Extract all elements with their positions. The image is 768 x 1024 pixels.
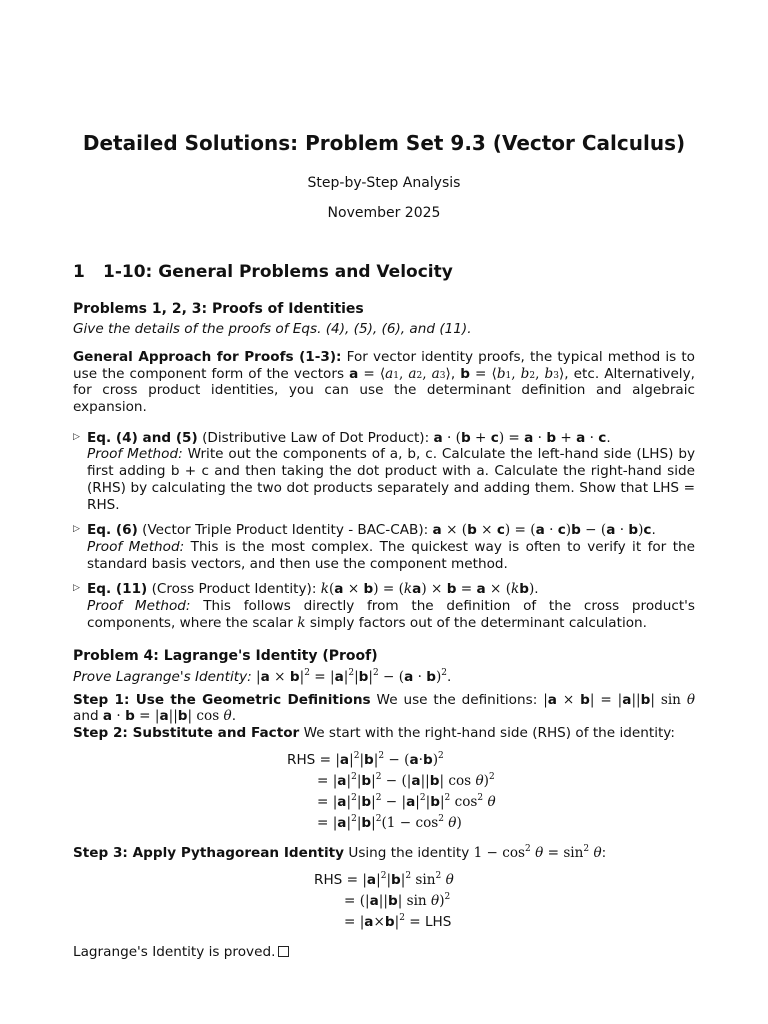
section-number: 1 xyxy=(73,262,85,282)
list-item-desc: (Distributive Law of Dot Product): xyxy=(202,429,430,446)
conclusion xyxy=(73,944,695,961)
triangle-bullet-icon: ▷ xyxy=(73,583,80,594)
equation-inline: k(a × b) = (ka) × b = a × (kb). xyxy=(320,581,539,598)
problem-prompt-1-3: Give the details of the proofs of Eqs. (4), (5), (6), and (11). xyxy=(73,321,472,338)
conclusion-text: Lagrange's Identity is proved. xyxy=(73,944,276,961)
step-1-and: and xyxy=(73,708,99,725)
step-1: Step 1: Use the Geometric Definitions We use the definitions: |a × b| = |a||b| sin θ and a · b = |a||b| cos θ. xyxy=(73,691,696,725)
triangle-bullet-icon: ▷ xyxy=(73,524,80,535)
list-item-label: Eq. (4) and (5) xyxy=(87,429,198,446)
qed-square-icon xyxy=(278,946,289,957)
lagrange-identity-equation: $|a \times b|^2 = |a|^2|b|^2 - (a \cdot b)^2$. xyxy=(256,667,452,685)
problem-prompt-4 xyxy=(73,668,695,686)
step-1-label: Step 1: Use the Geometric Definitions xyxy=(73,691,371,708)
proof-method-text: This follows directly from the definition of the cross product's components, where the scalar xyxy=(87,598,696,631)
rhs-label: RHS xyxy=(287,751,316,768)
list-item-desc: (Cross Product Identity): xyxy=(151,581,317,598)
rhs-label: RHS xyxy=(314,871,343,888)
equation-inline: a · (b + c) = a · b + a · c. xyxy=(433,429,611,446)
document-title: Detailed Solutions: Problem Set 9.3 (Vector Calculus) xyxy=(82,131,686,155)
equation-row: RHS = | a $|^2|$ b $|^2$ − ( a · b )$^2$ xyxy=(287,751,444,769)
equation-row: RHS = | a $|^2|$ b $|^2$ $\sin^2 \theta$ xyxy=(314,871,454,889)
step-3: Step 3: Apply Pythagorean Identity Using the identity $1 - \cos^2 \theta = \sin^2 \theta$: xyxy=(73,843,607,861)
list-item xyxy=(73,522,695,572)
equation-block-step-3 xyxy=(73,869,695,932)
list-item xyxy=(73,581,695,631)
proof-method-label: Proof Method: xyxy=(87,446,183,463)
problem-heading-1-3: Problems 1, 2, 3: Proofs of Identities xyxy=(73,300,364,317)
step-3-text: Using the identity xyxy=(348,844,470,861)
equation-row: = | a $|^2|$ b $|^2$ − (| a || b | cos θ)$^2$ xyxy=(317,772,495,790)
vector-component-notation: a = ⟨a1, a2, a3⟩, b = ⟨b1, b2, b3⟩ xyxy=(349,365,565,382)
step-2 xyxy=(73,725,695,742)
proof-method-text-2: simply factors out of the determinant calculation. xyxy=(309,614,647,631)
equation-row: = | a $|^2|$ b $|^2$ − | a $|^2|$ b $|^2$ $\cos^2 \theta$ xyxy=(317,793,496,811)
triangle-bullet-icon: ▷ xyxy=(73,431,80,442)
list-item xyxy=(73,430,695,514)
general-approach-text-1: For vector identity proofs, the typical method is to use the component form of the vectors xyxy=(73,348,695,382)
general-approach-label: General Approach for Proofs (1-3): xyxy=(73,348,342,365)
problem-heading-4: Problem 4: Lagrange's Identity (Proof) xyxy=(73,647,378,664)
document-date: November 2025 xyxy=(327,205,441,221)
equation-row: = | a × b $|^2$ = LHS xyxy=(344,913,452,931)
equation-inline: a × (b × c) = (a · c)b − (a · b)c. xyxy=(432,522,656,539)
general-approach-text-2: , etc. Alternatively, for cross product identities, you can use the determinant definition and algebraic expansion. xyxy=(73,365,695,415)
identity-list xyxy=(73,430,695,632)
step-2-label: Step 2: Substitute and Factor xyxy=(73,725,300,741)
equation-row: = (| a || b | sin θ)$^2$ xyxy=(344,892,451,910)
section-title: 1-10: General Problems and Velocity xyxy=(103,262,453,282)
lhs-label: LHS xyxy=(424,913,452,930)
proof-method-label: Proof Method: xyxy=(87,598,191,615)
list-item-label: Eq. (11) xyxy=(87,581,148,598)
step-1-text: We use the definitions: xyxy=(376,691,538,708)
document-subtitle: Step-by-Step Analysis xyxy=(307,175,461,191)
section-heading xyxy=(73,262,695,283)
general-approach-paragraph xyxy=(73,349,695,416)
proof-method-label: Proof Method: xyxy=(87,539,185,556)
proof-method-text: Write out the components of a, b, c. Calculate the left-hand side (LHS) by first adding b + c and then taking the dot product with a. Calculate the right-hand side (RHS) by calculating the two dot products separately and adding them. Show that LHS = RHS. xyxy=(87,446,695,513)
document-body xyxy=(73,262,695,961)
equation-row: = | a $|^2|$ b $|^2(1 - \cos^2 \theta)$ xyxy=(317,814,462,832)
lagrange-prompt-text: Prove Lagrange's Identity: xyxy=(73,668,252,685)
list-item-label: Eq. (6) xyxy=(87,522,138,539)
list-item-desc: (Vector Triple Product Identity - BAC-CAB): xyxy=(142,522,429,539)
step-3-label: Step 3: Apply Pythagorean Identity xyxy=(73,844,345,861)
proof-method-text: This is the most complex. The quickest way is often to verify it for the standard basis vectors, and then use the component method. xyxy=(87,539,696,572)
equation-block-step-2 xyxy=(73,750,695,834)
scalar-k: k xyxy=(297,614,306,631)
step-2-text: We start with the right-hand side (RHS) of the identity: xyxy=(303,725,675,741)
